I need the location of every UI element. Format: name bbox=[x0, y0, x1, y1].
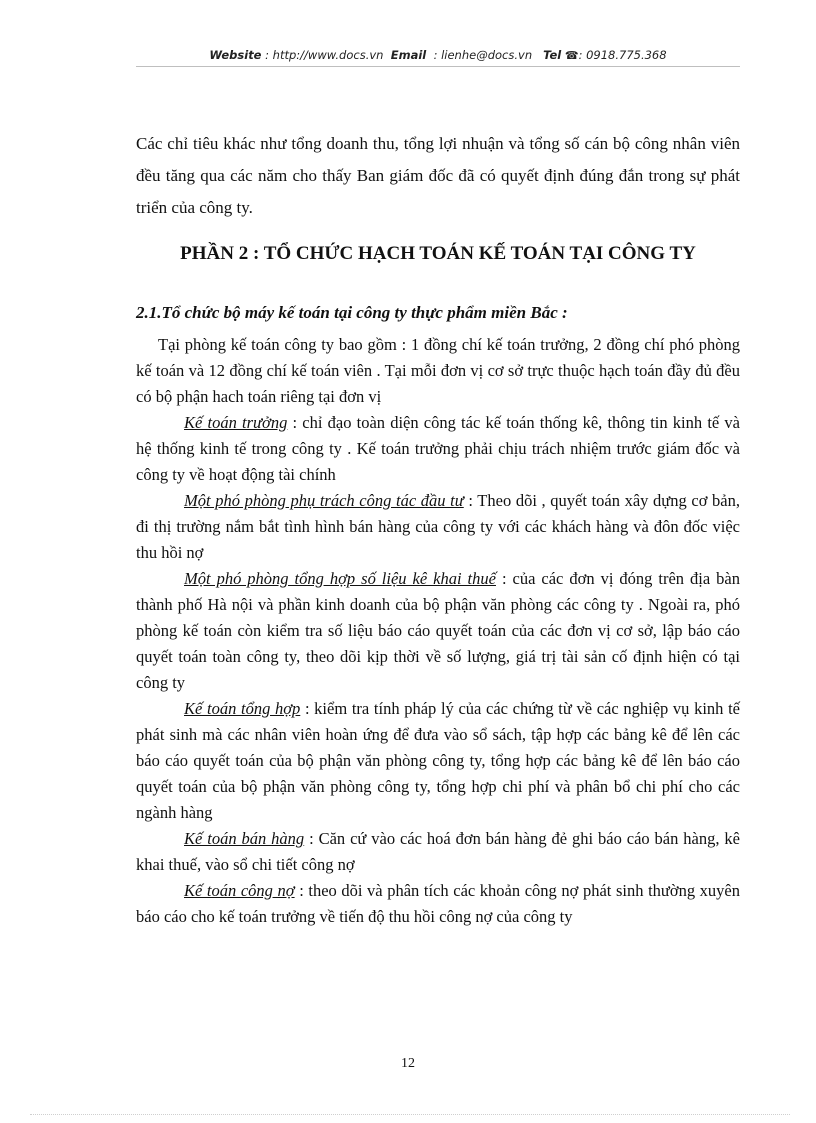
role-paragraph-chief-accountant bbox=[136, 410, 740, 488]
role-paragraph-general-accountant bbox=[136, 696, 740, 826]
tel-number: : 0918.775.368 bbox=[578, 48, 667, 62]
role-term: Một phó phòng tổng hợp số liệu kê khai thuế bbox=[184, 569, 496, 588]
email-address[interactable]: : lienhe@docs.vn bbox=[433, 48, 533, 62]
role-paragraph-tax-deputy bbox=[136, 566, 740, 696]
email-label: Email bbox=[390, 48, 427, 62]
role-term: Kế toán công nợ bbox=[184, 881, 295, 900]
page-number: 12 bbox=[401, 1056, 415, 1071]
role-description: : của các đơn vị đóng trên địa bàn thành phố Hà nội và phần kinh doanh của bộ phận văn phòng các công ty . Ngoài ra, phó phòng kế toán còn kiểm tra số liệu báo cáo quyết toán của các đơn vị cơ sở, lập báo cáo quyết toán toàn công ty, theo dõi kịp thời về số lượng, giá trị tài sản cố định hiện có tại công ty bbox=[136, 569, 740, 692]
role-term: Một phó phòng phụ trách công tác đầu tư bbox=[184, 491, 464, 510]
role-paragraph-sales-accountant bbox=[136, 826, 740, 878]
role-description: : Theo dõi , quyết toán xây dựng cơ bản, đi thị trường nắm bắt tình hình bán hàng của công ty với các khách hàng và đôn đốc việc thu hồi nợ bbox=[136, 491, 740, 562]
tel-label: Tel bbox=[543, 48, 562, 62]
footer-divider bbox=[30, 1114, 790, 1115]
role-description: : kiểm tra tính pháp lý của các chứng từ về các nghiệp vụ kinh tế phát sinh mà các nhân viên hoàn ứng để đưa vào sổ sách, tập hợp các bảng kê để lên các báo cáo quyết toán của bộ phận văn phòng công ty, tổng hợp các bảng kê để lên báo cáo quyết toán của bộ phận văn phòng công ty, tổng hợp chi phí và phân bổ chi phí cho các ngành hàng bbox=[136, 699, 740, 822]
role-term: Kế toán trưởng bbox=[184, 413, 288, 432]
page-content bbox=[136, 128, 740, 930]
section-title: 2.1.Tổ chức bộ máy kế toán tại công ty thực phẩm miền Bắc : bbox=[136, 303, 568, 322]
role-description: : chỉ đạo toàn diện công tác kế toán thống kê, thông tin kinh tế và hệ thống kinh tế trong công ty . Kế toán trưởng phải chịu trách nhiệm trước giám đốc và công ty về hoạt động tài chính bbox=[136, 413, 740, 484]
section-body bbox=[136, 332, 740, 930]
role-term: Kế toán tổng hợp bbox=[184, 699, 301, 718]
phone-icon: ☎ bbox=[564, 49, 579, 62]
role-paragraph-investment-deputy bbox=[136, 488, 740, 566]
website-label: Website bbox=[209, 48, 262, 62]
page-header bbox=[136, 46, 740, 67]
role-description: : Căn cứ vào các hoá đơn bán hàng đẻ ghi báo cáo bán hàng, kê khai thuế, vào sổ chi tiết công nợ bbox=[136, 829, 740, 874]
role-description: : theo dõi và phân tích các khoản công nợ phát sinh thường xuyên báo cáo cho kế toán trưởng về tiến độ thu hồi công nợ của công ty bbox=[136, 881, 741, 926]
intro-paragraph: Các chỉ tiêu khác như tổng doanh thu, tổng lợi nhuận và tổng số cán bộ công nhân viên đều tăng qua các năm cho thấy Ban giám đốc đã có quyết định đúng đắn trong sự phát triển của công ty. bbox=[136, 134, 740, 217]
role-paragraph-debt-accountant bbox=[136, 878, 740, 930]
website-url[interactable]: : http://www.docs.vn bbox=[265, 48, 384, 62]
role-term: Kế toán bán hàng bbox=[184, 829, 305, 848]
staff-paragraph: Tại phòng kế toán công ty bao gồm : 1 đồng chí kế toán trưởng, 2 đồng chí phó phòng kế toán và 12 đồng chí kế toán viên . Tại mỗi đơn vị cơ sở trực thuộc hạch toán đầy đủ đều có bộ phận hach toán riêng tại đơn vị bbox=[136, 335, 740, 406]
part-title: PHẦN 2 : TỔ CHỨC HẠCH TOÁN KẾ TOÁN TẠI CÔNG TY bbox=[180, 243, 696, 264]
